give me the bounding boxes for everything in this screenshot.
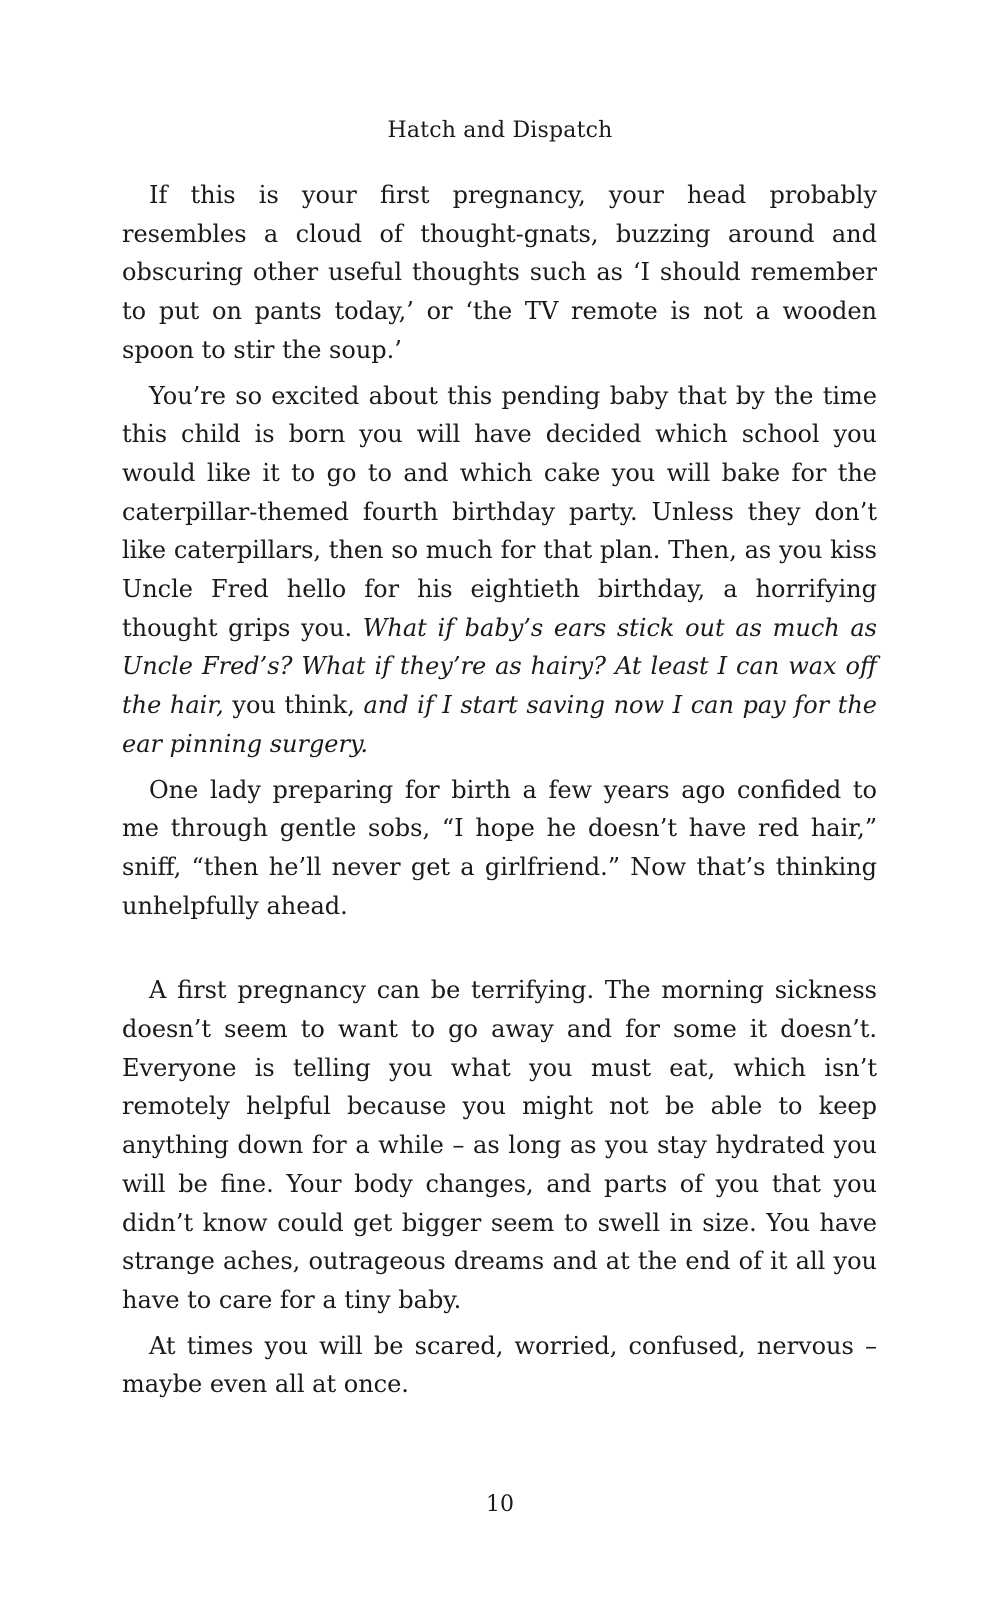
paragraph-uncle-fred-text-2: you think, — [223, 691, 364, 720]
paragraph-uncle-fred-text-1: You’re so excited about this pending baby that by the time this child is born you will have decided which school you would like it to go to and which cake you will bake for the caterpillar-themed fourth birthday party. Unless they don’t like caterpillars, then so much for that plan. Then, as you kiss Uncle Fred hello for his eightieth birthday, a horrifying thought grips you. — [122, 381, 877, 642]
page-number: 10 — [486, 1492, 514, 1517]
paragraph-first-pregnancy-thoughts: If this is your first pregnancy, your head probably resembles a cloud of thought-gnats, buzzing around and obscuring other useful thoughts such as ‘I should remember to put on pants today,’ or ‘the TV remote is not a wooden spoon to stir the soup.’ — [122, 181, 877, 364]
body-text — [122, 176, 877, 1411]
paragraph-red-hair: One lady preparing for birth a few years ago confided to me through gentle sobs, “I hope he doesn’t have red hair,” sniff, “then he’ll never get a girlfriend.” Now that’s thinking unhelpfully ahead. — [122, 775, 877, 920]
paragraph-uncle-fred — [122, 377, 877, 764]
running-head-title: Hatch and Dispatch — [387, 118, 613, 143]
paragraph-uncle-fred-italic-1: What if baby’s ears stick out as much as Uncle Fred’s? What if they’re as hairy? At least I can wax off the hair, — [122, 613, 877, 720]
paragraph-scared-worried: At times you will be scared, worried, confused, nervous – maybe even all at once. — [122, 1331, 877, 1399]
paragraph-terrifying-pregnancy: A first pregnancy can be terrifying. The morning sickness doesn’t seem to want to go away and for some it doesn’t. Everyone is telling you what you must eat, which isn’t remotely helpful because you might not be able to keep anything down for a while – as long as you stay hydrated you will be fine. Your body changes, and parts of you that you didn’t know could get bigger seem to swell in size. You have strange aches, outrageous dreams and at the end of it all you have to care for a tiny baby. — [122, 976, 877, 1314]
paragraph-uncle-fred-italic-2: and if I start saving now I can pay for the ear pinning surgery. — [122, 691, 878, 758]
